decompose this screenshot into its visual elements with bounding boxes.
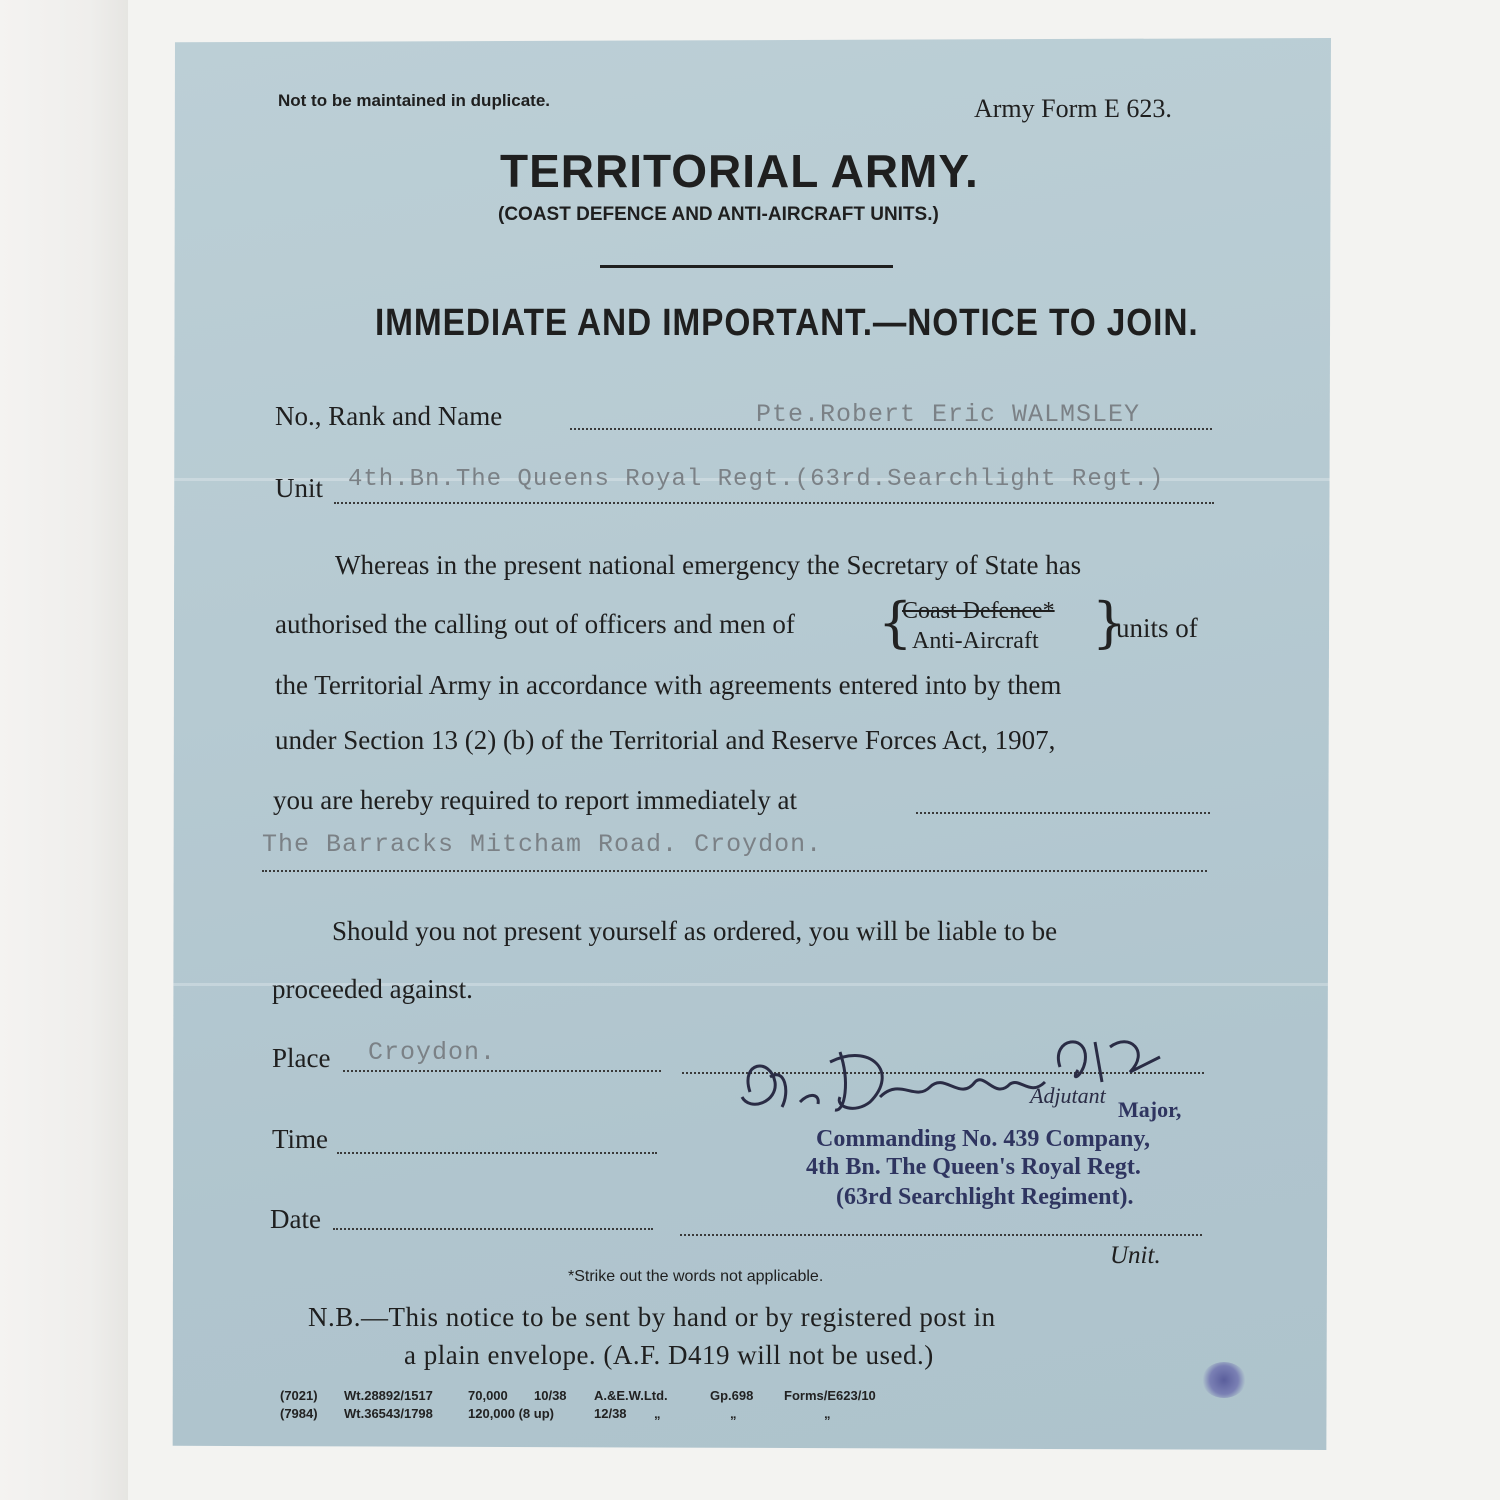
stamp-line-1: Commanding No. 439 Company, <box>816 1126 1151 1152</box>
unit-value: 4th.Bn.The Queens Royal Regt.(63rd.Searchlight Regt.) <box>348 466 1165 493</box>
stamp-major: Major, <box>1118 1097 1182 1122</box>
warning-line-1: Should you not present yourself as ordered, you will be liable to be <box>332 916 1058 946</box>
body-line-4: under Section 13 (2) (b) of the Territorial and Reserve Forces Act, 1907, <box>275 725 1056 755</box>
report-location: The Barracks Mitcham Road. Croydon. <box>262 830 823 859</box>
right-brace: } <box>1092 591 1127 654</box>
print-code: (7984) <box>280 1406 318 1421</box>
print-code: 10/38 <box>534 1388 567 1403</box>
print-code: 70,000 <box>468 1388 508 1403</box>
nb-line-1: N.B.—This notice to be sent by hand or by registered post in <box>308 1302 996 1332</box>
print-code: Gp.698 <box>710 1388 754 1403</box>
unit-signature-dotted-line <box>680 1234 1202 1236</box>
body-line-1: Whereas in the present national emergency the Secretary of State has <box>335 550 1082 580</box>
date-dotted-line <box>333 1228 653 1230</box>
form-title: TERRITORIAL ARMY. <box>500 145 979 197</box>
warning-line-2: proceeded against. <box>272 974 473 1004</box>
print-code: „ <box>730 1406 737 1421</box>
print-code: 12/38 <box>594 1406 627 1421</box>
unit-label: Unit <box>275 473 324 503</box>
print-code: Forms/E623/10 <box>784 1388 876 1403</box>
ink-blot <box>1202 1362 1246 1398</box>
duplicate-note: Not to be maintained in duplicate. <box>278 91 551 110</box>
print-code: (7021) <box>280 1388 318 1403</box>
print-code: „ <box>824 1406 831 1421</box>
left-brace: { <box>878 591 913 654</box>
time-label: Time <box>272 1124 329 1154</box>
background-edge <box>0 0 128 1500</box>
footnote: *Strike out the words not applicable. <box>568 1268 824 1285</box>
print-code: Wt.36543/1798 <box>344 1406 433 1421</box>
form-subtitle: (COAST DEFENCE AND ANTI-AIRCRAFT UNITS.) <box>498 204 939 225</box>
report-dotted-line <box>916 812 1210 814</box>
print-code: „ <box>654 1406 661 1421</box>
place-label: Place <box>272 1043 331 1073</box>
print-code: 120,000 (8 up) <box>468 1406 554 1421</box>
form-number: Army Form E 623. <box>974 94 1172 123</box>
print-code: Wt.28892/1517 <box>344 1388 433 1403</box>
title-divider <box>600 265 893 268</box>
body-line-2: authorised the calling out of officers and men of <box>275 609 795 639</box>
body-line-2-end: units of <box>1116 613 1198 643</box>
notice-heading: IMMEDIATE AND IMPORTANT.—NOTICE TO JOIN. <box>375 302 1199 344</box>
body-line-5: you are hereby required to report immediately at <box>273 785 798 815</box>
name-label: No., Rank and Name <box>275 401 503 431</box>
kept-option: Anti-Aircraft <box>912 628 1039 654</box>
place-value: Croydon. <box>368 1038 497 1067</box>
time-dotted-line <box>337 1152 657 1154</box>
location-dotted-line <box>262 870 1207 872</box>
unit-signature-label: Unit. <box>1110 1242 1161 1269</box>
unit-dotted-line <box>334 502 1214 504</box>
struck-option: Coast Defence* <box>902 598 1055 624</box>
date-label: Date <box>270 1204 321 1234</box>
print-code: A.&E.W.Ltd. <box>594 1388 668 1403</box>
adjutant-handwriting: Adjutant <box>1030 1083 1106 1108</box>
name-value: Pte.Robert Eric WALMSLEY <box>756 400 1141 429</box>
body-line-3: the Territorial Army in accordance with agreements entered into by them <box>275 670 1062 700</box>
place-dotted-line <box>343 1070 661 1072</box>
stamp-line-2: 4th Bn. The Queen's Royal Regt. <box>806 1154 1141 1180</box>
stamp-line-3: (63rd Searchlight Regiment). <box>836 1184 1134 1210</box>
nb-line-2: a plain envelope. (A.F. D419 will not be used.) <box>404 1340 934 1370</box>
